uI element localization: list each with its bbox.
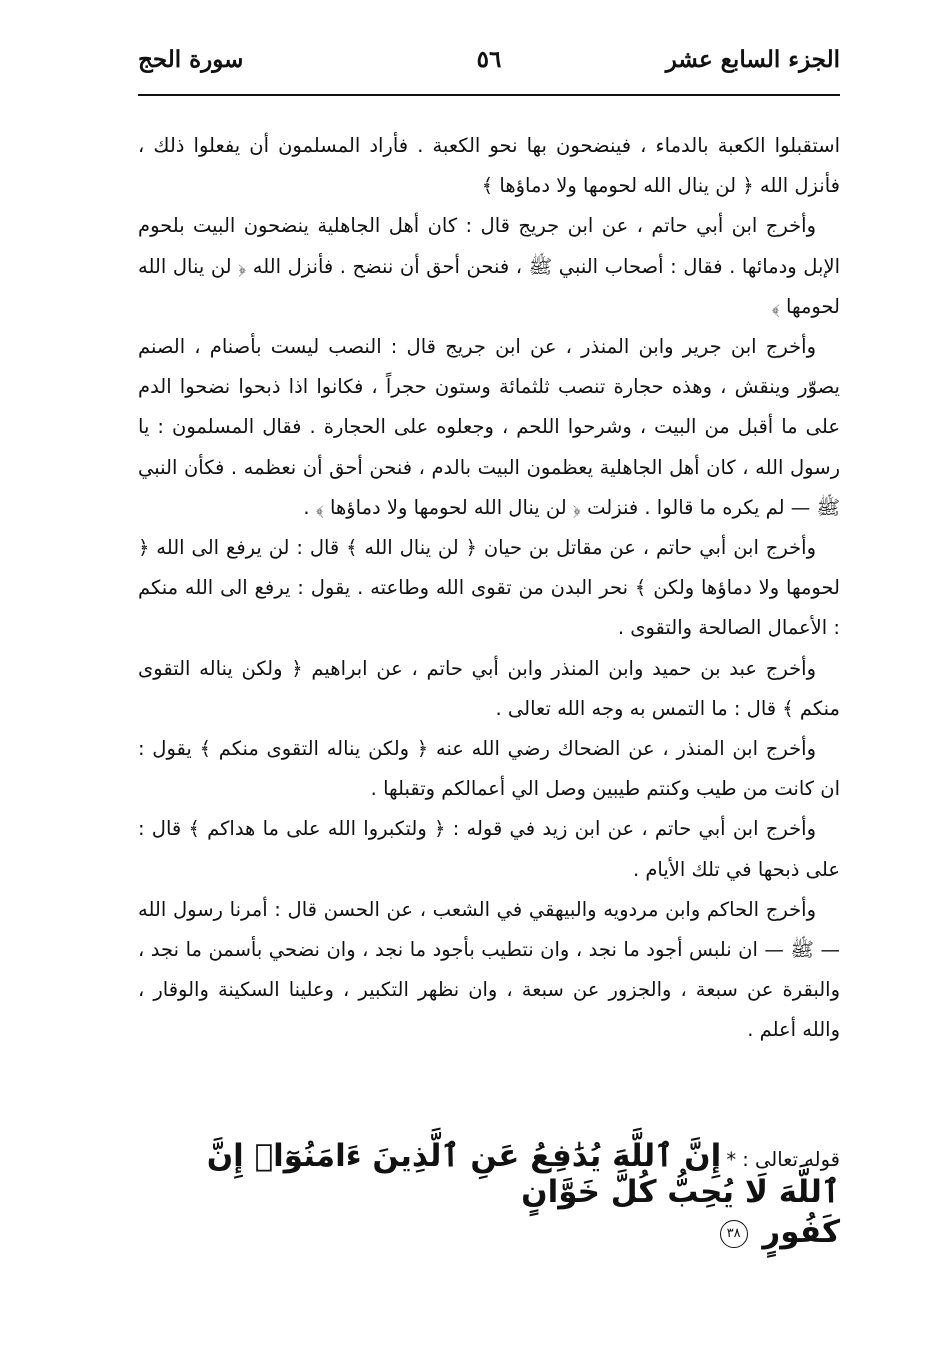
verse-text-line1: إِنَّ ٱللَّهَ يُدَٰفِعُ عَنِ ٱلَّذِينَ ءَامَنُوٓا۟ إِنَّ ٱللَّهَ لَا يُحِبُّ كُلَّ خَوَّانٍ	[206, 1138, 840, 1210]
verse-text-line2: كَفُورٍ	[762, 1214, 840, 1250]
part-title: الجزء السابع عشر	[665, 46, 840, 73]
paragraph: وأخرج ابن جرير وابن المنذر ، عن ابن جريج قال : النصب ليست بأصنام ، الصنم يصوّر وينقش ، وهذه حجارة تنصب ثلثمائة وستون حجراً ، فكانوا اذا ذبحوا نضحوا الدم على ما أقبل من البيت ، وشرحوا اللحم ، وجعلوه على الحجارة . فقال المسلمون : يا رسول الله ، كان أهل الجاهلية يعظمون البيت بالدم ، فنحن أحق أن نعظمه . فكأن النبي ﷺ — لم يكره ما قالوا . فنزلت ﴿ لن ينال الله لحومها ولا دماؤها ﴾ .	[138, 335, 840, 519]
paragraph: وأخرج ابن أبي حاتم ، عن مقاتل بن حيان ﴿ لن ينال الله ﴾ قال : لن يرفع الى الله ﴿ لحومها ولا دماؤها ولكن ﴾ نحر البدن من تقوى الله وطاعته . يقول : يرفع الى الله منكم : الأعمال الصالحة والتقوى .	[138, 536, 840, 640]
paragraph: وأخرج ابن المنذر ، عن الضحاك رضي الله عنه ﴿ ولكن يناله التقوى منكم ﴾ يقول : ان كانت من طيب وكنتم طيبين وصل الي أعمالكم وتقبلها .	[138, 737, 840, 801]
paragraph: وأخرج ابن أبي حاتم ، عن ابن زيد في قوله : ﴿ ولتكبروا الله على ما هداكم ﴾ قال : على ذبحها في تلك الأيام .	[138, 817, 840, 881]
verse-text-line2-wrap	[138, 1214, 840, 1250]
paragraph: وأخرج الحاكم وابن مردويه والبيهقي في الشعب ، عن الحسن قال : أمرنا رسول الله — ﷺ — ان نلبس أجود ما نجد ، وان نتطيب بأجود ما نجد ، وان نضحي بأسمن ما نجد ، والبقرة عن سبعة ، والجزور عن سبعة ، وان نظهر التكبير ، وعلينا السكينة والوقار ، والله أعلم .	[138, 897, 840, 1042]
commentary-text	[138, 126, 840, 1051]
verse-intro: قوله تعالى : *	[726, 1148, 840, 1171]
paragraph: وأخرج ابن أبي حاتم ، عن ابن جريج قال : كان أهل الجاهلية ينضحون البيت بلحوم الإبل ودمائها . فقال : أصحاب النبي ﷺ ، فنحن أحق أن ننضح . فأنزل الله ﴿ لن ينال الله لحومها ﴾	[138, 214, 840, 318]
header-divider	[138, 94, 840, 96]
page-number: ٥٦	[476, 46, 502, 73]
paragraph: استقبلوا الكعبة بالدماء ، فينضحون بها نحو الكعبة . فأراد المسلمون أن يفعلوا ذلك ، فأنزل الله ﴿ لن ينال الله لحومها ولا دماؤها ﴾	[138, 134, 840, 198]
quran-verse	[138, 1138, 840, 1250]
paragraph: وأخرج عبد بن حميد وابن المنذر وابن أبي حاتم ، عن ابراهيم ﴿ ولكن يناله التقوى منكم ﴾ قال : ما التمس به وجه الله تعالى .	[138, 656, 840, 720]
page-header	[138, 44, 840, 88]
ayah-number-marker: ٣٨	[720, 1220, 748, 1248]
surah-title: سورة الحج	[138, 46, 244, 73]
